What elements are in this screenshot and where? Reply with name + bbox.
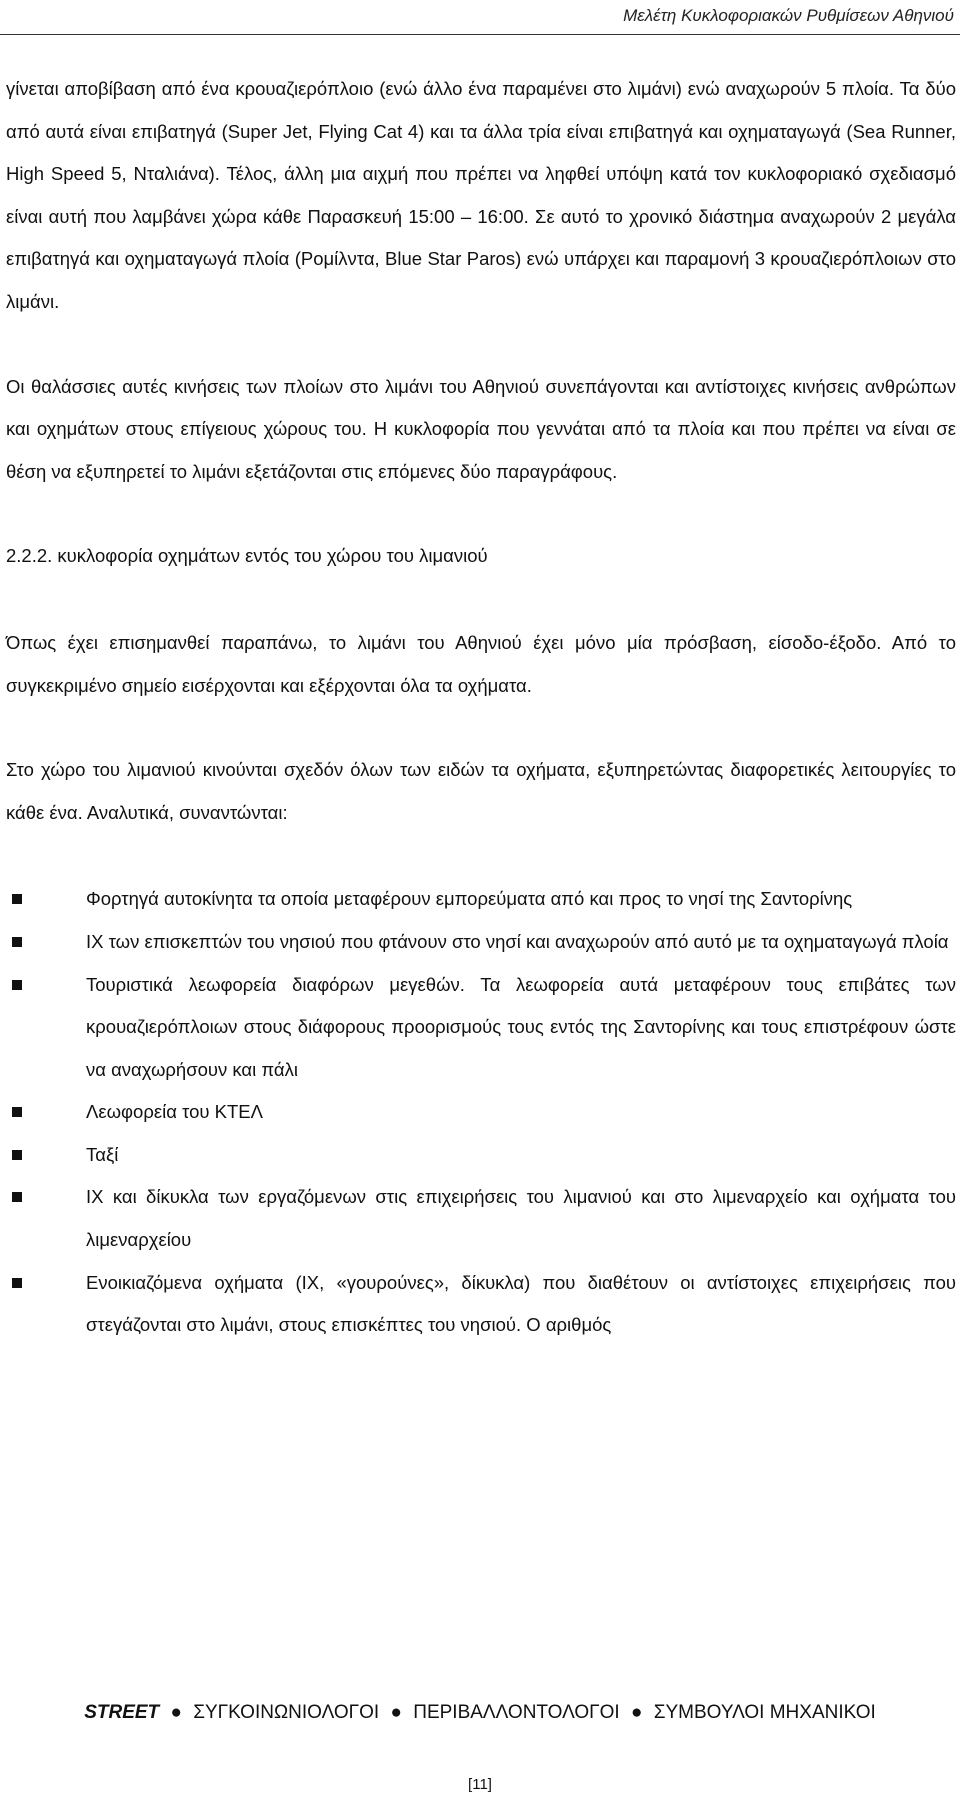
list-item: Τουριστικά λεωφορεία διαφόρων μεγεθών. Τα λεωφορεία αυτά μεταφέρουν τους επιβάτες των κρουαζιερόπλοιων στους διάφορους προορισμούς τους εντός της Σαντορίνης και τους επιστρέφουν ώστε να αναχωρήσουν και πάλι xyxy=(6,964,956,1092)
section-heading: 2.2.2. κυκλοφορία οχημάτων εντός του χώρου του λιμανιού xyxy=(6,545,488,567)
footer-item-traffic-engineers: ΣΥΓΚΟΙΝΩΝΙΟΛΟΓΟΙ xyxy=(193,1702,380,1723)
footer-brand: STREET xyxy=(84,1702,160,1723)
list-item: Λεωφορεία του ΚΤΕΛ xyxy=(6,1091,956,1134)
page-number: [11] xyxy=(468,1776,492,1793)
paragraph-port-access: Όπως έχει επισημανθεί παραπάνω, το λιμάνι του Αθηνιού έχει μόνο μία πρόσβαση, είσοδο-έξοδο. Από το συγκεκριμένο σημείο εισέρχονται και εξέρχονται όλα τα οχήματα. xyxy=(6,631,956,696)
list-item: ΙΧ των επισκεπτών του νησιού που φτάνουν στο νησί και αναχωρούν από αυτό με τα οχηματαγωγά πλοία xyxy=(6,921,956,964)
square-bullet-icon xyxy=(12,1278,22,1288)
square-bullet-icon xyxy=(12,1107,22,1117)
footer-separator: ● xyxy=(170,1702,182,1723)
list-item: Ταξί xyxy=(6,1134,956,1177)
list-item: Ενοικιαζόμενα οχήματα (ΙΧ, «γουρούνες», δίκυκλα) που διαθέτουν οι αντίστοιχες επιχειρήσεις που στεγάζονται στο λιμάνι, στους επισκέπτες του νησιού. Ο αριθμός xyxy=(6,1262,956,1347)
square-bullet-icon xyxy=(12,1150,22,1160)
document-body xyxy=(6,68,956,1347)
header-title: Μελέτη Κυκλοφοριακών Ρυθμίσεων Αθηνιού xyxy=(623,6,954,25)
square-bullet-icon xyxy=(12,894,22,904)
footer-item-environmentalists: ΠΕΡΙΒΑΛΛΟΝΤΟΛΟΓΟΙ xyxy=(413,1702,620,1723)
footer-item-consulting-engineers: ΣΥΜΒΟΥΛΟΙ ΜΗΧΑΝΙΚΟΙ xyxy=(653,1702,876,1723)
square-bullet-icon xyxy=(12,980,22,990)
paragraph-land-traffic: Οι θαλάσσιες αυτές κινήσεις των πλοίων στο λιμάνι του Αθηνιού συνεπάγονται και αντίστοιχες κινήσεις ανθρώπων και οχημάτων στους επίγειους χώρους του. Η κυκλοφορία που γεννάται από τα πλοία και που πρέπει να είναι σε θέση να εξυπηρετεί το λιμάνι εξετάζονται στις επόμενες δύο παραγράφους. xyxy=(6,375,956,482)
list-item: ΙΧ και δίκυκλα των εργαζόμενων στις επιχειρήσεις του λιμανιού και στο λιμεναρχείο και οχήματα του λιμεναρχείου xyxy=(6,1176,956,1261)
page-footer xyxy=(0,1702,960,1724)
paragraph-vehicle-types-intro: Στο χώρο του λιμανιού κινούνται σχεδόν όλων των ειδών τα οχήματα, εξυπηρετώντας διαφορετικές λειτουργίες το κάθε ένα. Αναλυτικά, συναντώνται: xyxy=(6,759,956,823)
square-bullet-icon xyxy=(12,937,22,947)
vehicle-types-list xyxy=(6,878,956,1347)
list-item: Φορτηγά αυτοκίνητα τα οποία μεταφέρουν εμπορεύματα από και προς το νησί της Σαντορίνης xyxy=(6,878,956,921)
page-header xyxy=(0,0,960,35)
footer-separator: ● xyxy=(630,1702,643,1723)
paragraph-ship-movements: γίνεται αποβίβαση από ένα κρουαζιερόπλοιο (ενώ άλλο ένα παραμένει στο λιμάνι) ενώ αναχωρούν 5 πλοία. Τα δύο από αυτά είναι επιβατηγά (Super Jet, Flying Cat 4) και τα άλλα τρία είναι επιβατηγά και οχηματαγωγά (Sea Runner, High Speed 5, Νταλιάνα). Τέλος, άλλη μια αιχμή που πρέπει να ληφθεί υπόψη κατά τον κυκλοφοριακό σχεδιασμό είναι αυτή που λαμβάνει χώρα κάθε Παρασκευή 15:00 – 16:00. Σε αυτό το χρονικό διάστημα αναχωρούν 2 μεγάλα επιβατηγά και οχηματαγωγά πλοία (Ρομίλντα, Blue Star Paros) ενώ υπάρχει και παραμονή 3 κρουαζιερόπλοιων στο λιμάνι. xyxy=(6,78,956,312)
footer-separator: ● xyxy=(390,1702,402,1723)
square-bullet-icon xyxy=(12,1192,22,1202)
